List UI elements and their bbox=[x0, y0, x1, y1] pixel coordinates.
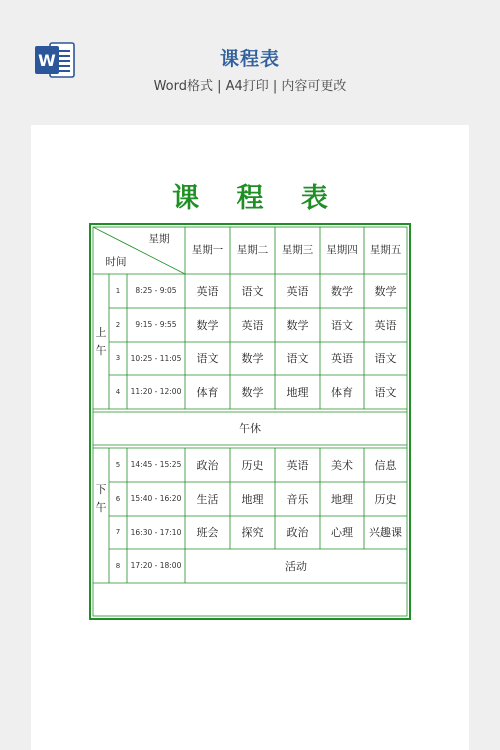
period-time: 8:25 - 9:05 bbox=[135, 286, 177, 296]
course-cell: 英语 bbox=[286, 458, 309, 472]
morning-label bbox=[93, 274, 109, 409]
page-header bbox=[0, 0, 500, 120]
period-time: 17:20 - 18:00 bbox=[130, 561, 182, 571]
word-logo-letter: W bbox=[38, 51, 56, 70]
period-number: 3 bbox=[115, 354, 121, 362]
period-number: 2 bbox=[115, 320, 121, 329]
day-header-fri: 星期五 bbox=[369, 244, 402, 257]
course-cell: 数学 bbox=[374, 284, 397, 298]
course-cell: 语文 bbox=[241, 284, 264, 298]
afternoon-label-char-2: 午 bbox=[95, 500, 107, 514]
course-cell: 英语 bbox=[331, 352, 353, 365]
course-cell: 美术 bbox=[331, 458, 353, 472]
course-cell: 兴趣课 bbox=[369, 526, 402, 539]
corner-weekday-label: 星期 bbox=[148, 232, 170, 245]
course-cell: 心理 bbox=[331, 526, 353, 539]
course-cell: 数学 bbox=[331, 284, 353, 298]
afternoon-label-char-1: 下 bbox=[95, 483, 107, 497]
course-cell: 地理 bbox=[286, 385, 309, 399]
course-cell: 历史 bbox=[374, 492, 397, 506]
course-cell: 探究 bbox=[241, 526, 264, 539]
header-subtitle: Word格式 | A4打印 | 内容可更改 bbox=[153, 79, 347, 94]
morning-label-char-1: 上 bbox=[95, 326, 107, 340]
noon-break-label: 午休 bbox=[239, 422, 261, 435]
course-cell: 生活 bbox=[196, 492, 219, 506]
course-cell: 信息 bbox=[374, 458, 397, 472]
day-header-thu: 星期四 bbox=[326, 244, 358, 257]
period-number: 8 bbox=[115, 561, 121, 570]
activity-cell: 活动 bbox=[285, 559, 307, 573]
header-title: 课程表 bbox=[219, 48, 280, 70]
period-number: 6 bbox=[115, 494, 121, 503]
course-cell: 英语 bbox=[286, 284, 309, 298]
period-number: 7 bbox=[115, 528, 121, 536]
period-time: 11:20 - 12:00 bbox=[130, 387, 182, 397]
course-cell: 语文 bbox=[331, 318, 353, 332]
course-cell: 班会 bbox=[196, 526, 219, 539]
course-cell: 地理 bbox=[241, 492, 264, 506]
course-cell: 英语 bbox=[374, 318, 397, 332]
document-title: 课 程 表 bbox=[172, 183, 342, 214]
period-time: 16:30 - 17:10 bbox=[130, 527, 182, 537]
period-number: 1 bbox=[115, 286, 121, 295]
course-cell: 政治 bbox=[196, 458, 219, 472]
course-cell: 英语 bbox=[196, 284, 219, 298]
course-cell: 历史 bbox=[241, 458, 264, 472]
course-cell: 数学 bbox=[196, 318, 219, 332]
course-cell: 音乐 bbox=[286, 492, 309, 506]
day-header-wed: 星期三 bbox=[281, 244, 314, 257]
morning-label-char-2: 午 bbox=[95, 343, 107, 357]
course-cell: 语文 bbox=[286, 352, 309, 365]
period-time: 9:15 - 9:55 bbox=[135, 320, 177, 330]
course-cell: 语文 bbox=[374, 352, 397, 365]
period-time: 15:40 - 16:20 bbox=[130, 494, 182, 504]
period-time: 10:25 - 11:05 bbox=[130, 353, 182, 363]
afternoon-label bbox=[93, 448, 109, 549]
course-cell: 地理 bbox=[331, 492, 353, 506]
course-cell: 体育 bbox=[196, 385, 219, 399]
period-number: 4 bbox=[115, 387, 121, 396]
course-cell: 数学 bbox=[286, 318, 309, 332]
course-cell: 语文 bbox=[374, 385, 397, 399]
corner-time-label: 时间 bbox=[105, 255, 127, 268]
course-cell: 体育 bbox=[331, 385, 353, 399]
course-cell: 数学 bbox=[241, 385, 264, 399]
course-cell: 语文 bbox=[196, 352, 219, 365]
period-number: 5 bbox=[115, 460, 121, 469]
day-header-tue: 星期二 bbox=[236, 244, 269, 257]
schedule-table bbox=[89, 223, 411, 620]
day-header-mon: 星期一 bbox=[191, 244, 224, 257]
period-time: 14:45 - 15:25 bbox=[130, 460, 182, 470]
course-cell: 数学 bbox=[241, 352, 264, 365]
course-cell: 政治 bbox=[286, 526, 309, 539]
course-cell: 英语 bbox=[241, 318, 264, 332]
